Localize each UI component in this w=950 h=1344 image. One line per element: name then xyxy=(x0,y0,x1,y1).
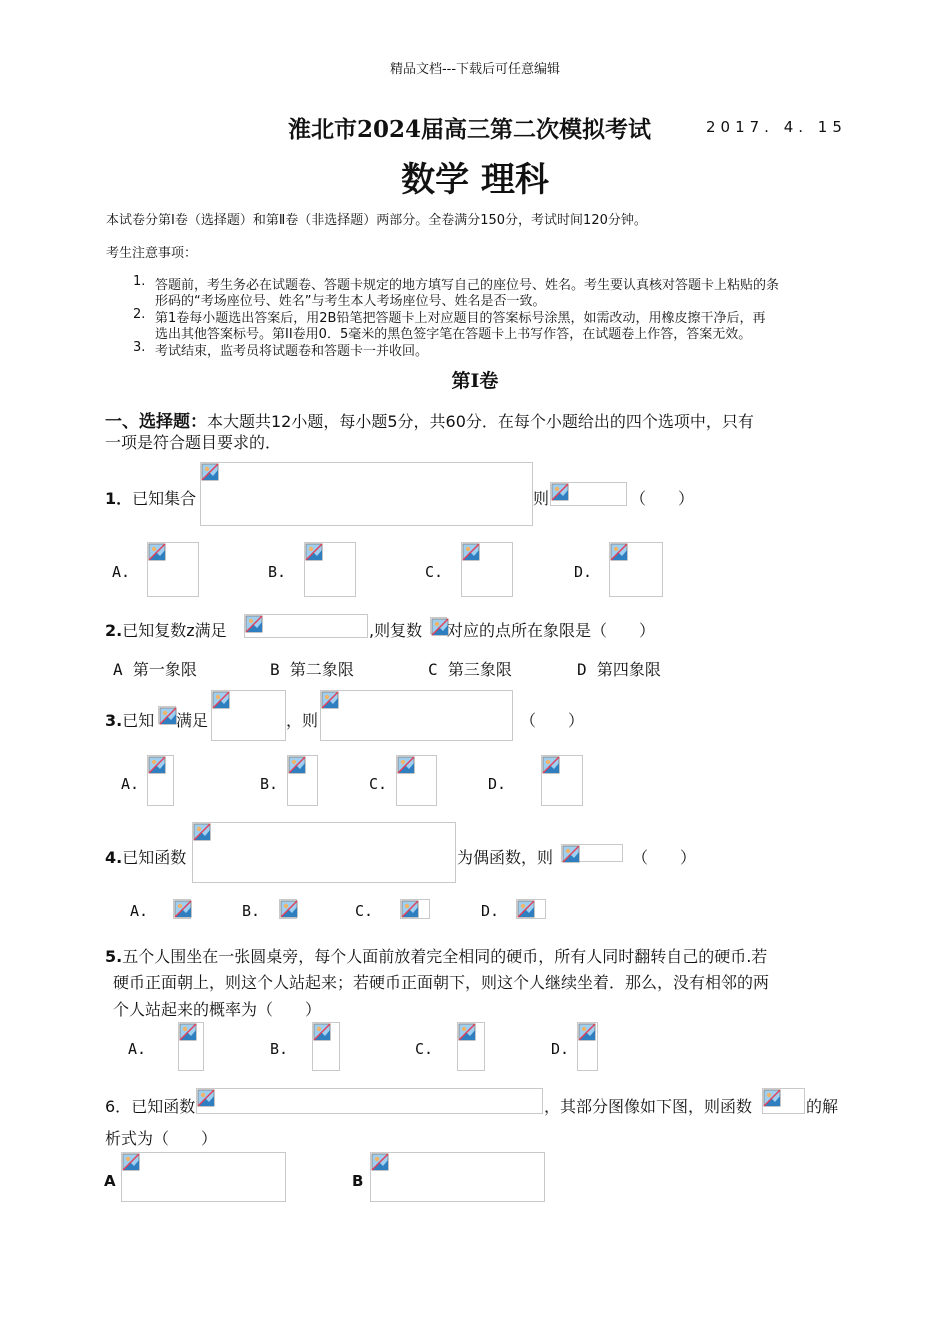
broken-image-icon xyxy=(179,1023,197,1041)
broken-image-icon xyxy=(148,543,166,561)
broken-image-icon xyxy=(371,1153,389,1171)
broken-image-icon xyxy=(245,615,263,633)
q4-option-b-image xyxy=(279,899,297,919)
q4-stem-pre xyxy=(105,845,186,868)
broken-image-icon xyxy=(159,707,177,725)
q5-stem-line2: 硬币正面朝上，则这个人站起来；若硬币正面朝下，则这个人继续坐着．那么，没有相邻的两 xyxy=(113,973,770,992)
q2-option-d-text: 第四象限 xyxy=(596,660,661,679)
broken-image-icon xyxy=(305,543,323,561)
q4-option-d-label: D. xyxy=(481,902,500,920)
broken-image-icon xyxy=(212,691,230,709)
q4-option-a-label: A. xyxy=(130,902,149,920)
note-2-line1: 第1卷每小题选出答案后，用2B铅笔把答题卡上对应题目的答案标号涂黑，如需改动，用橡皮擦干净后，再 xyxy=(155,311,766,326)
q5-option-d-label: D. xyxy=(551,1040,570,1058)
q4-function-image xyxy=(192,822,456,883)
q6-function-image xyxy=(196,1088,543,1114)
q1-stem-pre xyxy=(105,486,196,509)
q5-option-d-image xyxy=(577,1022,598,1071)
q4-option-c-label: C. xyxy=(355,902,374,920)
q6-post-text: 的解 xyxy=(806,1097,839,1116)
q1-option-c-image xyxy=(461,542,513,597)
q2-z-image xyxy=(430,617,447,634)
q3-option-a-image xyxy=(147,755,174,806)
broken-image-icon xyxy=(458,1023,476,1041)
q2-option-c-text: 第三象限 xyxy=(447,660,512,679)
q5-option-a-image xyxy=(178,1022,204,1071)
section-heading-line2: 一项是符合题目要求的． xyxy=(105,433,282,452)
broken-image-icon xyxy=(148,756,166,774)
broken-image-icon xyxy=(321,691,339,709)
q5-stem-line1 xyxy=(105,944,767,967)
q6-stem-line2: 析式为（ ） xyxy=(105,1129,218,1148)
q1-option-a-image xyxy=(147,542,199,597)
q6-option-b-image xyxy=(370,1152,545,1202)
q1-mid-text: 则 xyxy=(533,489,550,508)
q5-option-a-label: A. xyxy=(128,1040,147,1058)
note-1-line2: 形码的“考场座位号、姓名”与考生本人考场座位号、姓名是否一致。 xyxy=(155,294,546,309)
broken-image-icon xyxy=(397,756,415,774)
q2-option-b-text: 第二象限 xyxy=(289,660,354,679)
q2-option-d xyxy=(577,657,661,680)
q6-mid-text: ，其部分图像如下图，则函数 xyxy=(544,1097,753,1116)
broken-image-icon xyxy=(288,756,306,774)
q2-option-a xyxy=(113,657,197,680)
q3-option-c-label: C. xyxy=(369,775,388,793)
q6-option-a-label: A xyxy=(104,1172,116,1190)
q1-number: 1． xyxy=(105,489,133,508)
q2-option-c xyxy=(428,657,512,680)
q3-condition-image xyxy=(211,690,286,741)
broken-image-icon xyxy=(174,900,192,918)
exam-summary: 本试卷分第Ⅰ卷（选择题）和第Ⅱ卷（非选择题）两部分。全卷满分150分，考试时间120分钟。 xyxy=(106,213,647,228)
q4-option-c-image xyxy=(400,899,430,919)
q5-option-b-image xyxy=(312,1022,340,1071)
q5-option-b-label: B. xyxy=(270,1040,289,1058)
broken-image-icon xyxy=(462,543,480,561)
q3-pre-text: 已知 xyxy=(122,711,155,730)
q3-variable-image xyxy=(158,706,176,724)
q6-number: 6． xyxy=(105,1097,132,1116)
section-heading xyxy=(105,407,754,432)
q3-expression-image xyxy=(320,690,513,741)
q4-option-d-image xyxy=(516,899,546,919)
broken-image-icon xyxy=(201,463,219,481)
subject-title: 数学 理科 xyxy=(401,160,549,200)
q4-number: 4. xyxy=(105,848,123,867)
q6-function-name-image xyxy=(762,1088,805,1114)
q5-stem-line3: 个人站起来的概率为（ ） xyxy=(113,1000,322,1019)
broken-image-icon xyxy=(122,1153,140,1171)
q2-option-a-letter: A xyxy=(113,660,123,679)
broken-image-icon xyxy=(401,900,419,918)
q3-mid2-text: ，则 xyxy=(286,711,319,730)
q2-option-d-letter: D xyxy=(577,660,587,679)
q2-option-c-letter: C xyxy=(428,660,438,679)
q3-answer-paren: （ ） xyxy=(520,711,585,730)
broken-image-icon xyxy=(763,1089,781,1107)
section-heading-text: 本大题共12小题，每小题5分，共60分．在每个小题给出的四个选项中，只有 xyxy=(207,412,754,431)
q5-option-c-label: C. xyxy=(415,1040,434,1058)
q4-answer-paren: （ ） xyxy=(632,848,697,867)
volume-heading: 第Ⅰ卷 xyxy=(451,370,499,392)
broken-image-icon xyxy=(542,756,560,774)
broken-image-icon xyxy=(280,900,298,918)
header-watermark: 精品文档---下载后可任意编辑 xyxy=(389,62,561,77)
q1-option-c-label: C. xyxy=(425,563,444,581)
section-heading-bold: 一、选择题： xyxy=(105,412,207,432)
q6-pre-text: 已知函数 xyxy=(131,1097,196,1116)
q3-option-b-label: B. xyxy=(260,775,279,793)
q2-condition-image xyxy=(244,614,368,638)
note-3-num: 3. xyxy=(133,340,146,355)
q3-option-c-image xyxy=(396,755,437,806)
q3-option-d-image xyxy=(541,755,583,806)
q6-stem-pre xyxy=(105,1094,195,1117)
q1-answer-paren: （ ） xyxy=(630,489,695,508)
q6-option-a-image xyxy=(121,1152,286,1202)
broken-image-icon xyxy=(610,543,628,561)
exam-date: 2017. 4. 15 xyxy=(706,118,847,136)
q2-option-a-text: 第一象限 xyxy=(132,660,197,679)
q2-pre-text: 已知复数z满足 xyxy=(122,621,227,640)
q3-option-b-image xyxy=(287,755,318,806)
broken-image-icon xyxy=(313,1023,331,1041)
broken-image-icon xyxy=(517,900,535,918)
q3-mid-text: 满足 xyxy=(176,711,209,730)
note-2-line2: 选出其他答案标号。第II卷用0．5毫米的黑色签字笔在答题卡上书写作答，在试题卷上作答，答案无效。 xyxy=(155,327,752,342)
q5-number: 5. xyxy=(105,947,123,966)
note-2-num: 2. xyxy=(133,307,146,322)
q3-option-a-label: A. xyxy=(121,775,140,793)
q2-post-text: 对应的点所在象限是（ ） xyxy=(447,621,656,640)
q4-option-b-label: B. xyxy=(242,902,261,920)
q2-stem-pre xyxy=(105,618,227,641)
broken-image-icon xyxy=(193,823,211,841)
q5-option-c-image xyxy=(457,1022,485,1071)
note-1-line1: 答题前，考生务必在试题卷、答题卡规定的地方填写自己的座位号、姓名。考生要认真核对答题卡上粘贴的条 xyxy=(155,278,780,293)
q3-stem-pre xyxy=(105,708,154,731)
q1-option-d-label: D. xyxy=(574,563,593,581)
q3-option-d-label: D. xyxy=(488,775,507,793)
q1-set-formula-image xyxy=(200,462,533,526)
q1-expression-image xyxy=(550,482,627,506)
q2-number: 2. xyxy=(105,621,123,640)
q2-option-b-letter: B xyxy=(270,660,280,679)
broken-image-icon xyxy=(578,1023,596,1041)
q2-mid-text: ,则复数 xyxy=(369,621,423,640)
exam-title: 淮北市2024届高三第二次模拟考试 xyxy=(288,116,652,143)
note-1-num: 1. xyxy=(133,274,146,289)
q6-option-b-label: B xyxy=(352,1172,364,1190)
q2-option-b xyxy=(270,657,354,680)
notice-heading: 考生注意事项： xyxy=(106,246,198,261)
note-3-line1: 考试结束，监考员将试题卷和答题卡一并收回。 xyxy=(155,344,429,359)
q1-option-d-image xyxy=(609,542,663,597)
q5-line1-text: 五个人围坐在一张圆桌旁，每个人面前放着完全相同的硬币，所有人同时翻转自己的硬币.若 xyxy=(122,947,768,966)
broken-image-icon xyxy=(551,483,569,501)
q4-expression-image xyxy=(561,844,623,862)
q4-mid-text: 为偶函数，则 xyxy=(457,848,554,867)
q1-pre-text: 已知集合 xyxy=(132,489,197,508)
q4-option-a-image xyxy=(173,899,191,919)
q1-option-b-image xyxy=(304,542,356,597)
q3-number: 3. xyxy=(105,711,123,730)
broken-image-icon xyxy=(197,1089,215,1107)
q1-option-a-label: A. xyxy=(112,563,131,581)
q4-pre-text: 已知函数 xyxy=(122,848,187,867)
q1-option-b-label: B. xyxy=(268,563,287,581)
broken-image-icon xyxy=(562,845,580,863)
